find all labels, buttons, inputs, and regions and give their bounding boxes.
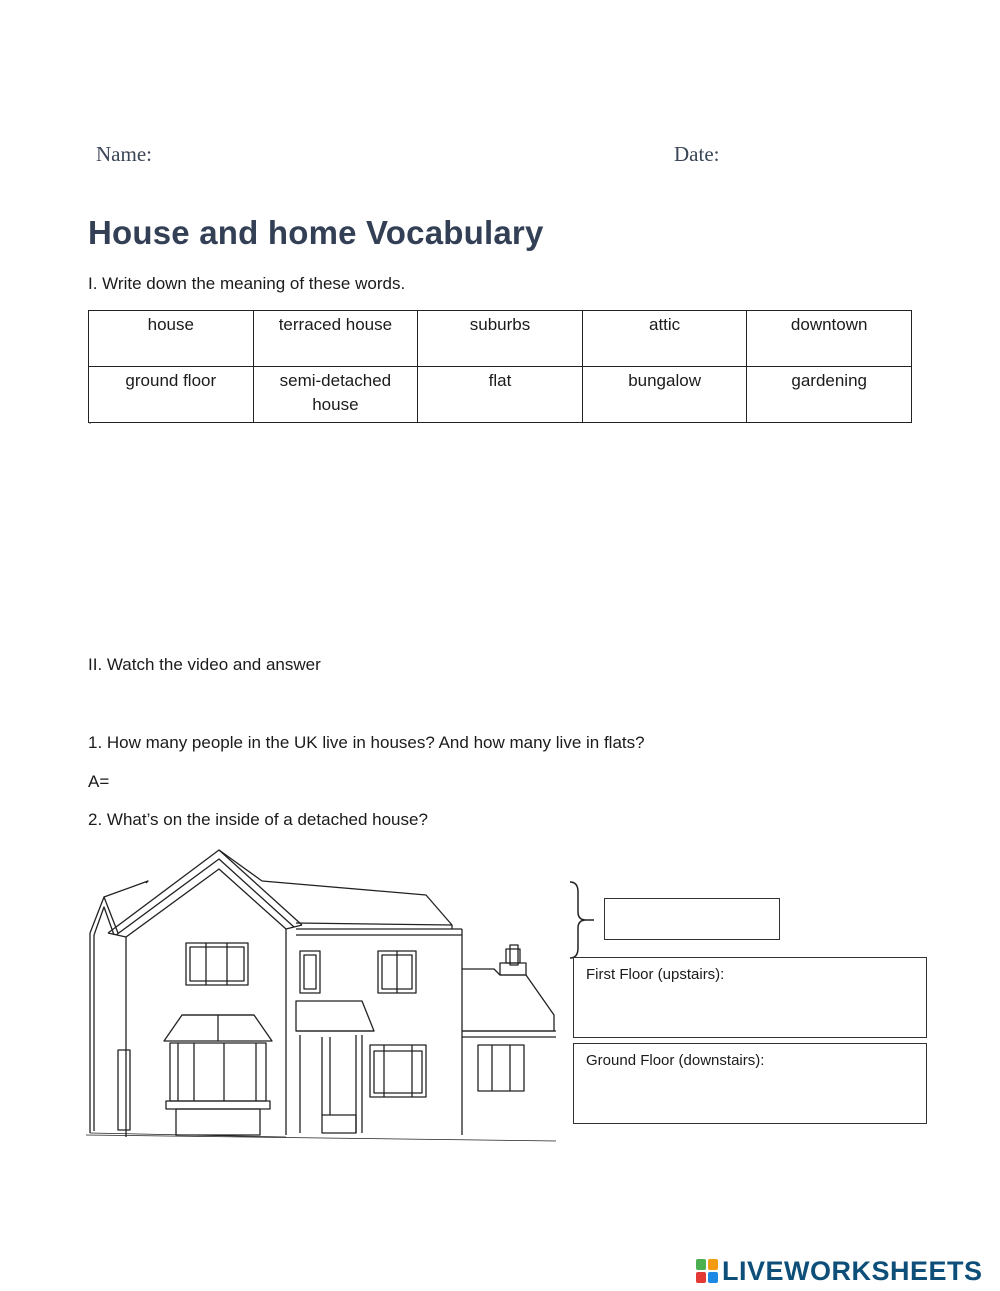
name-label: Name: <box>96 142 152 166</box>
section1-instruction: I. Write down the meaning of these words. <box>88 274 406 293</box>
question-2: 2. What’s on the inside of a detached house? <box>88 810 428 829</box>
date-label: Date: <box>674 142 720 166</box>
vocab-cell: semi-detached house <box>253 367 418 423</box>
logo-text: LIVEWORKSHEETS <box>722 1255 983 1286</box>
house-illustration <box>86 845 556 1145</box>
first-floor-box[interactable] <box>573 957 927 1038</box>
vocab-cell: gardening <box>747 367 912 423</box>
question-1: 1. How many people in the UK live in houses? And how many live in flats? <box>88 733 645 752</box>
ground-floor-box[interactable] <box>573 1043 927 1124</box>
vocab-cell: attic <box>582 311 747 367</box>
answer-box[interactable] <box>604 898 780 940</box>
table-row <box>89 311 912 367</box>
vocabulary-table <box>88 310 912 423</box>
bracket-shape <box>566 880 596 960</box>
vocab-cell: bungalow <box>582 367 747 423</box>
vocab-cell: suburbs <box>418 311 583 367</box>
vocab-cell: ground floor <box>89 367 254 423</box>
vocab-cell: house <box>89 311 254 367</box>
worksheet-title: House and home Vocabulary <box>88 214 544 251</box>
table-row <box>89 367 912 423</box>
ground-floor-label: Ground Floor (downstairs): <box>586 1052 765 1069</box>
vocab-cell: terraced house <box>253 311 418 367</box>
first-floor-label: First Floor (upstairs): <box>586 966 725 983</box>
stray-mark: ´ <box>89 420 93 434</box>
vocab-cell: flat <box>418 367 583 423</box>
vocab-cell: downtown <box>747 311 912 367</box>
liveworksheets-logo <box>696 1256 983 1286</box>
answer-1-label: A= <box>88 772 110 791</box>
section2-instruction: II. Watch the video and answer <box>88 655 321 674</box>
logo-icon <box>696 1259 718 1283</box>
